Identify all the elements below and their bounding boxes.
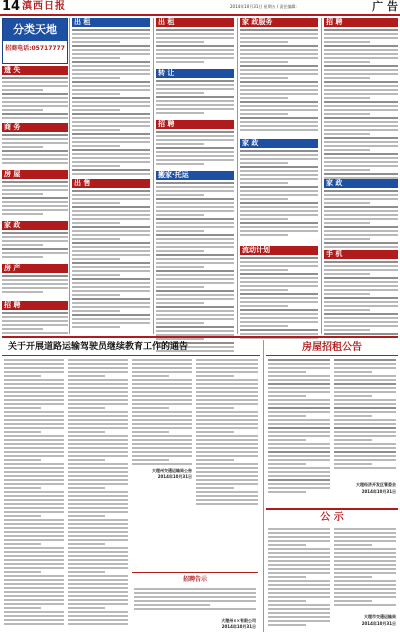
page-number: 14	[2, 0, 21, 14]
column-divider	[153, 18, 154, 334]
notice-title: 关于开展道路运输驾驶员继续教育工作的通告	[8, 342, 189, 352]
house-ad-org: 大理经济开发区管委会	[356, 482, 396, 487]
notice-text-col	[196, 359, 258, 509]
column-header: 搬家·托运	[156, 171, 234, 180]
column-body	[156, 180, 234, 352]
feature-phone: 招商电话:05717777	[5, 45, 65, 52]
house-ad-date: 2014年10月31日	[361, 489, 396, 494]
column-header: 流动计划	[240, 246, 318, 255]
masthead	[0, 0, 400, 16]
column-body	[240, 27, 318, 139]
notice-subtitle: 大理州交通运输局公告	[152, 468, 192, 473]
column-divider	[263, 340, 264, 632]
house-ad-col	[334, 359, 396, 477]
public-notice-date: 2014年10月31日	[361, 621, 396, 626]
column-header: 出 售	[72, 179, 150, 188]
house-ad-title: 房屋招租公告	[302, 342, 362, 353]
column-body	[72, 27, 150, 179]
public-notice-col	[334, 528, 396, 610]
notice-text-col	[132, 359, 192, 469]
house-ad-col	[268, 359, 330, 499]
category-body	[2, 179, 68, 221]
column-body	[156, 27, 234, 69]
classified-column-2	[72, 18, 150, 334]
column-body	[156, 129, 234, 171]
classified-column-5	[324, 18, 398, 334]
column-header: 手 机	[324, 250, 398, 259]
notice-text-col	[4, 359, 64, 627]
section-title: 广 告	[372, 0, 398, 13]
category-header: 商 务	[2, 123, 68, 132]
column-divider	[237, 18, 238, 334]
public-notice-org: 大理市交通运输局	[364, 614, 396, 619]
category-header: 遗 失	[2, 66, 68, 75]
column-header: 家 政	[240, 139, 318, 148]
column-header: 招 聘	[324, 18, 398, 27]
classified-column-3	[156, 18, 234, 334]
recruit-date: 2014年10月31日	[221, 624, 256, 629]
category-body	[2, 132, 68, 170]
column-header: 出 租	[72, 18, 150, 27]
column-body	[324, 27, 398, 179]
classified-feature	[2, 18, 68, 64]
column-body	[240, 255, 318, 343]
public-notice	[266, 512, 398, 632]
column-body	[72, 188, 150, 340]
recruit-org: 大理州××有限公司	[221, 618, 256, 623]
category-header: 家 政	[2, 221, 68, 230]
column-header: 转 让	[156, 69, 234, 78]
dateline: 2014年10月31日 星期五 / 责任编辑：	[230, 4, 300, 9]
column-divider	[69, 18, 70, 334]
column-header: 出 租	[156, 18, 234, 27]
recruit-text	[134, 588, 256, 616]
newspaper-name: 滇西日报	[22, 1, 66, 12]
title-underline	[2, 355, 260, 356]
public-notice-col	[268, 528, 330, 630]
notice-signature: 2014年10月31日	[157, 474, 192, 479]
category-header: 房 屋	[2, 170, 68, 179]
recruit-title: 招聘告示	[182, 576, 207, 583]
column-header: 家 政服务	[240, 18, 318, 27]
feature-title: 分类天地	[3, 19, 67, 41]
house-rental-ad	[266, 340, 398, 506]
left-category-column	[2, 66, 68, 334]
column-body	[156, 78, 234, 120]
category-header: 房 产	[2, 264, 68, 273]
column-body	[240, 148, 318, 246]
main-notice	[2, 340, 260, 632]
classified-column-4	[240, 18, 318, 334]
category-body	[2, 273, 68, 301]
column-header: 家 政	[324, 179, 398, 188]
category-body	[2, 75, 68, 123]
section-rule	[266, 508, 398, 510]
column-body	[324, 259, 398, 341]
column-body	[324, 188, 398, 250]
notice-text-col	[68, 359, 128, 627]
category-body	[2, 230, 68, 264]
section-rule	[2, 336, 398, 338]
inner-rule	[132, 572, 258, 573]
public-notice-title: 公 示	[320, 512, 344, 523]
column-header: 招 聘	[156, 120, 234, 129]
house-ad-underline	[266, 355, 398, 356]
column-divider	[321, 18, 322, 334]
category-header: 招 聘	[2, 301, 68, 310]
